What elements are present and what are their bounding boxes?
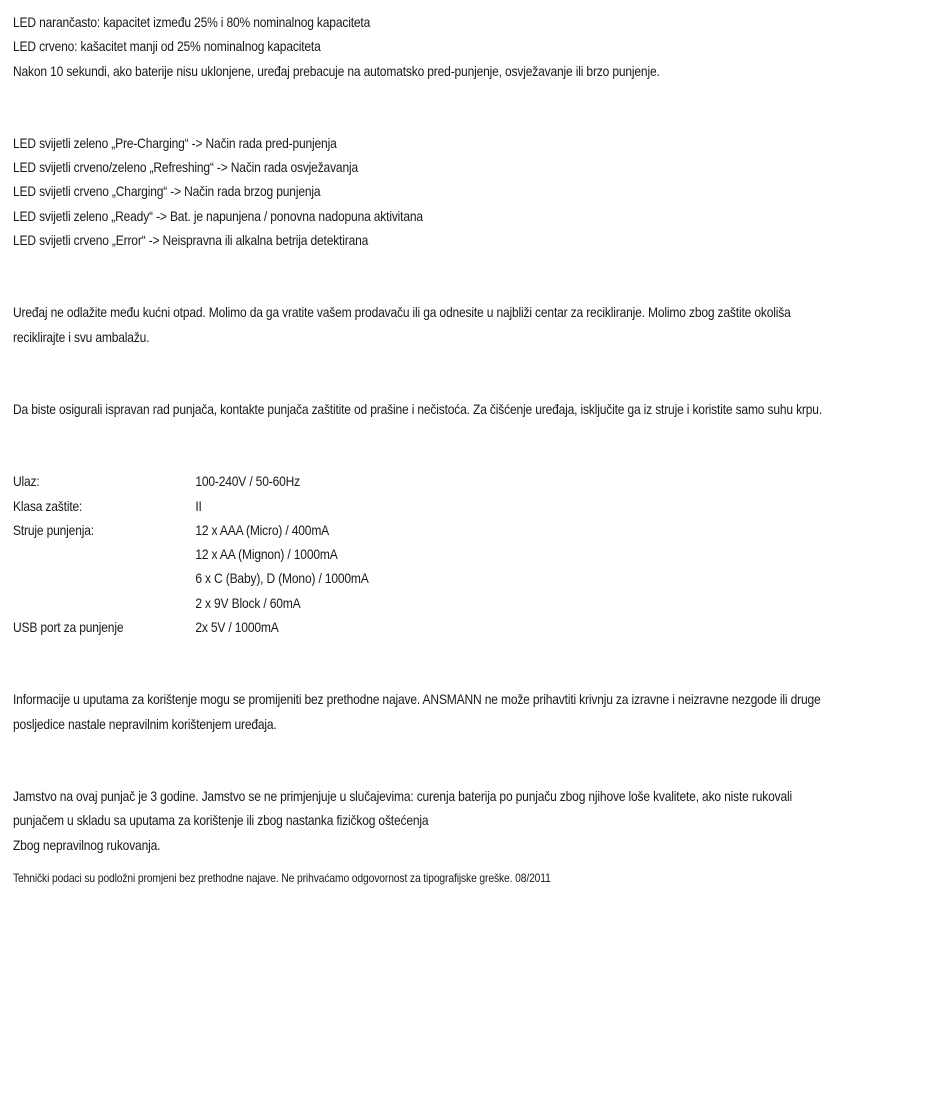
spec-row [13,469,933,493]
spacer [13,421,933,469]
spec-value: 100-240V / 50-60Hz [195,473,300,490]
spec-value: 12 x AAA (Micro) / 400mA [195,521,330,538]
warranty-section [13,784,933,857]
spec-label: Struje punjenja: [13,521,94,538]
spec-row [13,566,933,590]
spec-label: Klasa zaštite: [13,497,83,514]
information-section [13,687,933,736]
led-mode-line: LED svijetli zeleno „Pre-Charging“ -> Način rada pred-punjenja [13,134,337,151]
warranty-line: punjačem u skladu sa uputama za korištenje ili zbog nastanka fizičkog oštećenja [13,812,429,829]
spec-label [13,542,195,566]
spacer [13,83,933,131]
spec-value: 6 x C (Baby), D (Mono) / 1000mA [195,570,369,587]
spec-value: 2x 5V / 1000mA [195,619,279,636]
footnote: Tehnički podaci su podložni promjeni bez prethodne najave. Ne prihvaćamo odgovornost za tipografijske greške. 08/2011 [13,870,551,885]
disposal-line: reciklirajte i svu ambalažu. [13,328,150,345]
spec-value: II [195,497,202,514]
information-line: posljedice nastale nepravilnim korištenjem uređaja. [13,715,277,732]
warranty-line: Zbog nepravilnog rukovanja. [13,836,161,853]
led-status-line: LED crveno: kašacitet manji od 25% nominalnog kapaciteta [13,38,321,55]
led-mode-line: LED svijetli crveno „Error“ -> Neispravna ili alkalna betrija detektirana [13,232,369,249]
cleaning-section [13,397,933,421]
spec-row [13,542,933,566]
spacer [13,736,933,784]
spec-label [13,591,195,615]
led-mode-line: LED svijetli crveno/zeleno „Refreshing“ -> Način rada osvježavanja [13,159,359,176]
led-mode-line: LED svijetli crveno „Charging“ -> Način rada brzog punjenja [13,183,321,200]
spec-value: 12 x AA (Mignon) / 1000mA [195,546,338,563]
specs-table [13,469,933,639]
cleaning-line: Da biste osigurali ispravan rad punjača, kontakte punjača zaštitite od prašine i nečistoća. Za čišćenje uređaja, isključite ga iz struje i koristite samo suhu krpu. [13,400,823,417]
spec-row [13,518,933,542]
spec-label: Ulaz: [13,473,40,490]
spacer [13,252,933,300]
spec-row [13,591,933,615]
led-modes-section [13,131,933,252]
led-status-line: LED narančasto: kapacitet između 25% i 80% nominalnog kapaciteta [13,14,371,30]
led-mode-line: LED svijetli zeleno „Ready“ -> Bat. je napunjena / ponovna nadopuna aktivitana [13,207,423,224]
led-status-line: Nakon 10 sekundi, ako baterije nisu uklonjene, uređaj prebacuje na automatsko pred-punjenje, osvježavanje ili brzo punjenje. [13,62,660,79]
spec-label [13,566,195,590]
spec-value: 2 x 9V Block / 60mA [195,594,301,611]
document-page [13,10,933,887]
disposal-section [13,300,933,349]
warranty-line: Jamstvo na ovaj punjač je 3 godine. Jamstvo se ne primjenjuje u slučajevima: curenja baterija po punjaču zbog njihove loše kvalitete, ako niste rukovali [13,787,792,804]
spec-row [13,615,933,639]
spec-label: USB port za punjenje [13,619,124,636]
disposal-line: Uređaj ne odlažite među kućni otpad. Molimo da ga vratite vašem prodavaču ili ga odnesite u najbliži centar za recikliranje. Molimo zbog zaštite okoliša [13,304,791,321]
spec-row [13,494,933,518]
spacer [13,349,933,397]
led-status-section [13,10,933,83]
spacer [13,639,933,687]
information-line: Informacije u uputama za korištenje mogu se promijeniti bez prethodne najave. ANSMANN ne može prihavtiti krivnju za izravne i neizravne nezgode ili druge [13,691,821,708]
